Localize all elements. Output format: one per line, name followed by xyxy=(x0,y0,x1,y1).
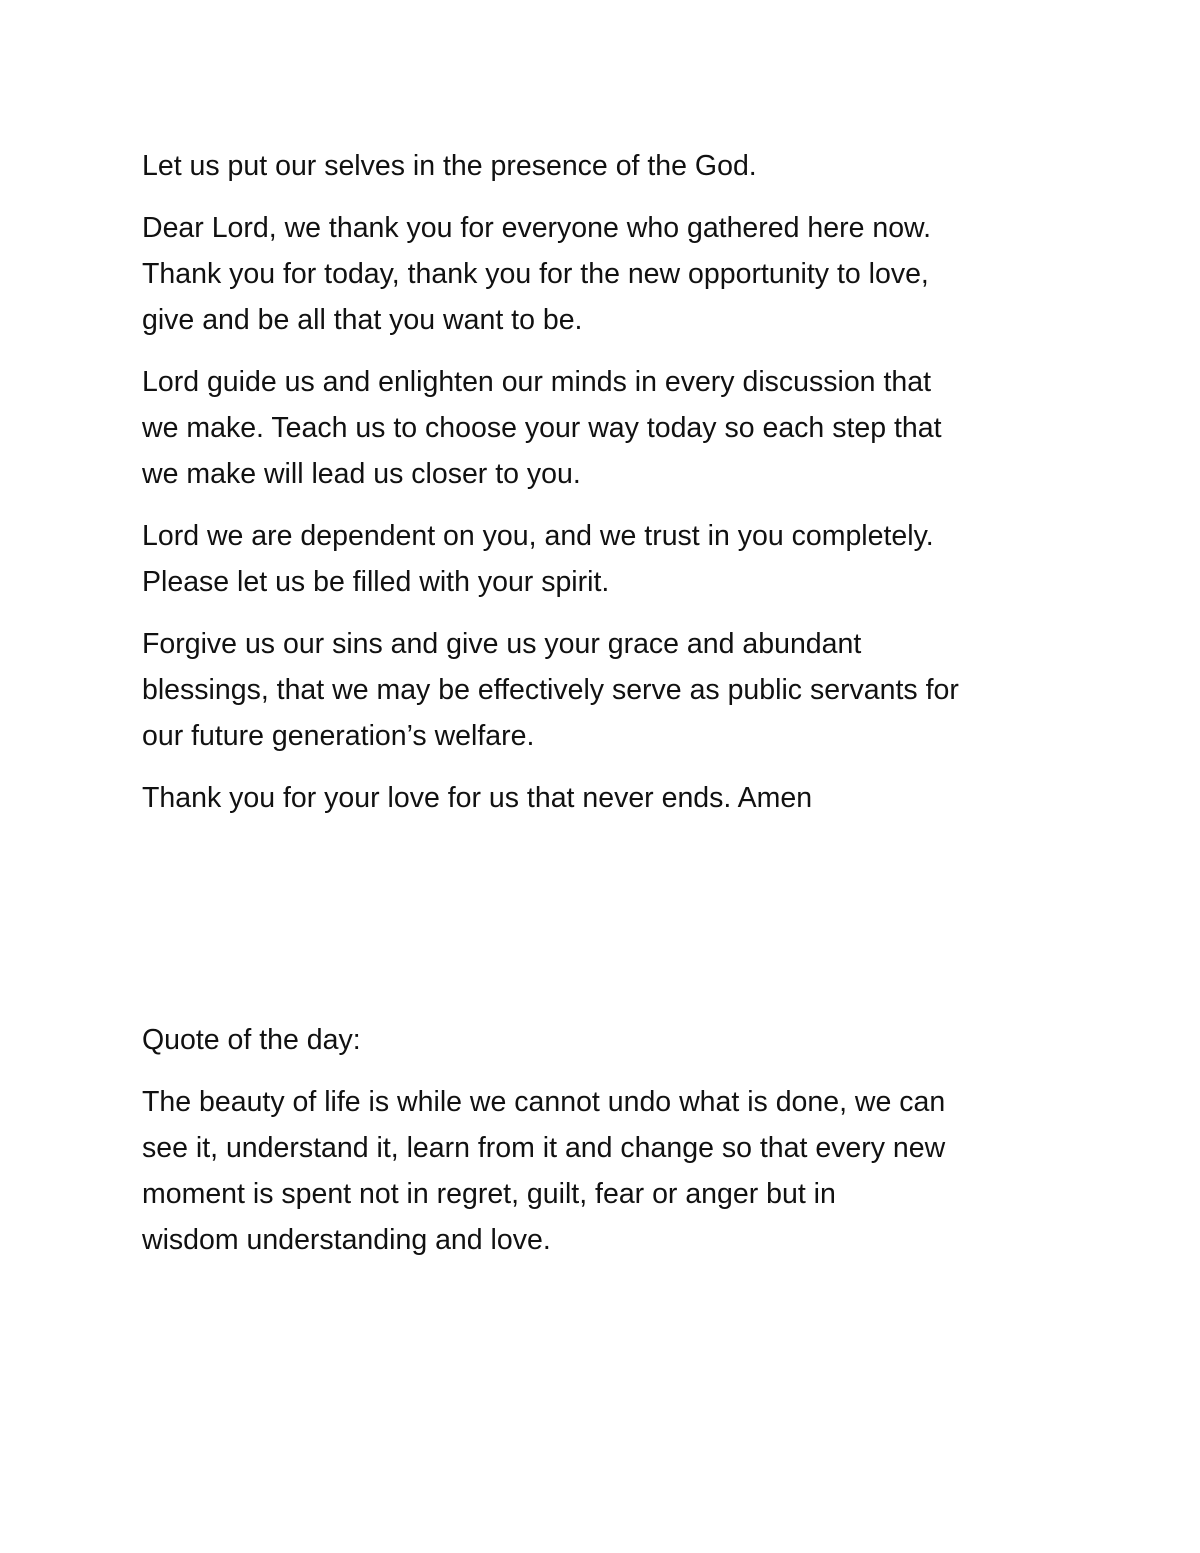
text-line: Dear Lord, we thank you for everyone who gathered here now. xyxy=(142,212,931,244)
prayer-opening xyxy=(142,143,1082,189)
text-line: blessings, that we may be effectively serve as public servants for xyxy=(142,674,959,706)
text-line: Quote of the day: xyxy=(142,1024,361,1056)
text-line: Please let us be filled with your spirit. xyxy=(142,566,610,598)
text-line: Thank you for today, thank you for the new opportunity to love, xyxy=(142,258,929,290)
text-line: give and be all that you want to be. xyxy=(142,304,583,336)
text-line: Forgive us our sins and give us your grace and abundant xyxy=(142,628,862,660)
text-line: The beauty of life is while we cannot undo what is done, we can xyxy=(142,1086,946,1118)
document-content xyxy=(142,143,1082,1279)
prayer-paragraph-trust xyxy=(142,513,1082,605)
text-line: moment is spent not in regret, guilt, fear or anger but in xyxy=(142,1178,836,1210)
prayer-closing xyxy=(142,775,1082,821)
text-line: Lord we are dependent on you, and we trust in you completely. xyxy=(142,520,934,552)
text-line: Let us put our selves in the presence of the God. xyxy=(142,150,757,182)
text-line: we make. Teach us to choose your way today so each step that xyxy=(142,412,942,444)
prayer-paragraph-guidance xyxy=(142,359,1082,497)
quote-body xyxy=(142,1079,1082,1263)
text-line: Lord guide us and enlighten our minds in every discussion that xyxy=(142,366,931,398)
quote-heading xyxy=(142,1017,1082,1063)
text-line: Thank you for your love for us that never ends. Amen xyxy=(142,782,813,814)
text-line: see it, understand it, learn from it and change so that every new xyxy=(142,1132,946,1164)
quote-section xyxy=(142,1017,1082,1263)
text-line: we make will lead us closer to you. xyxy=(142,458,581,490)
text-line: wisdom understanding and love. xyxy=(142,1224,551,1256)
text-line: our future generation’s welfare. xyxy=(142,720,535,752)
prayer-paragraph-forgiveness xyxy=(142,621,1082,759)
prayer-paragraph-thanks xyxy=(142,205,1082,343)
